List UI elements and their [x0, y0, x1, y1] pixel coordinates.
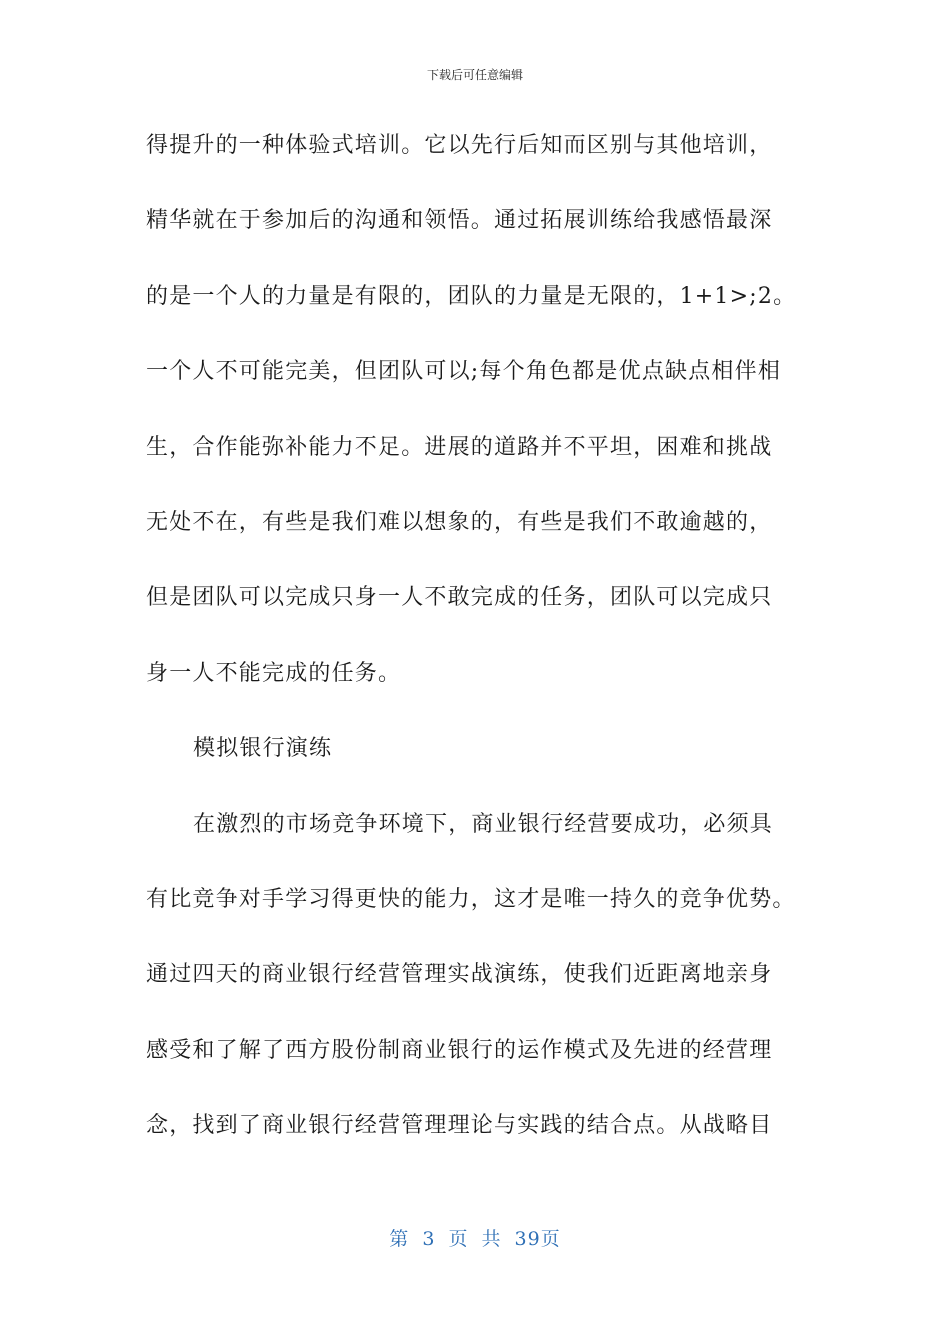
text-line: 精华就在于参加后的沟通和领悟。通过拓展训练给我感悟最深 — [146, 208, 773, 234]
text-line: 无处不在，有些是我们难以想象的，有些是我们不敢逾越的， — [146, 509, 773, 535]
page-header: 下载后可任意编辑 — [426, 68, 523, 82]
text-line: 有比竞争对手学习得更快的能力，这才是唯一持久的竞争优势。 — [146, 886, 796, 912]
text-line: 感受和了解了西方股份制商业银行的运作模式及先进的经营理 — [146, 1037, 773, 1063]
document-body — [146, 126, 826, 1181]
text-line: 在激烈的市场竞争环境下，商业银行经营要成功，必须具 — [193, 811, 774, 837]
text-line: 通过四天的商业银行经营管理实战演练，使我们近距离地亲身 — [146, 962, 773, 988]
page-number-footer: 第 3 页 共 39页 — [389, 1228, 561, 1250]
text-line: 的是一个人的力量是有限的，团队的力量是无限的，1+1>;2。 — [146, 283, 797, 309]
text-line: 但是团队可以完成只身一人不敢完成的任务，团队可以完成只 — [146, 585, 773, 611]
text-line: 念，找到了商业银行经营管理理论与实践的结合点。从战略目 — [146, 1113, 773, 1139]
text-line: 身一人不能完成的任务。 — [146, 660, 402, 686]
text-line: 一个人不可能完美，但团队可以;每个角色都是优点缺点相伴相 — [146, 359, 782, 385]
text-line: 生，合作能弥补能力不足。进展的道路并不平坦，困难和挑战 — [146, 434, 773, 460]
section-heading: 模拟银行演练 — [193, 736, 333, 762]
text-line: 得提升的一种体验式培训。它以先行后知而区别与其他培训， — [146, 133, 773, 158]
